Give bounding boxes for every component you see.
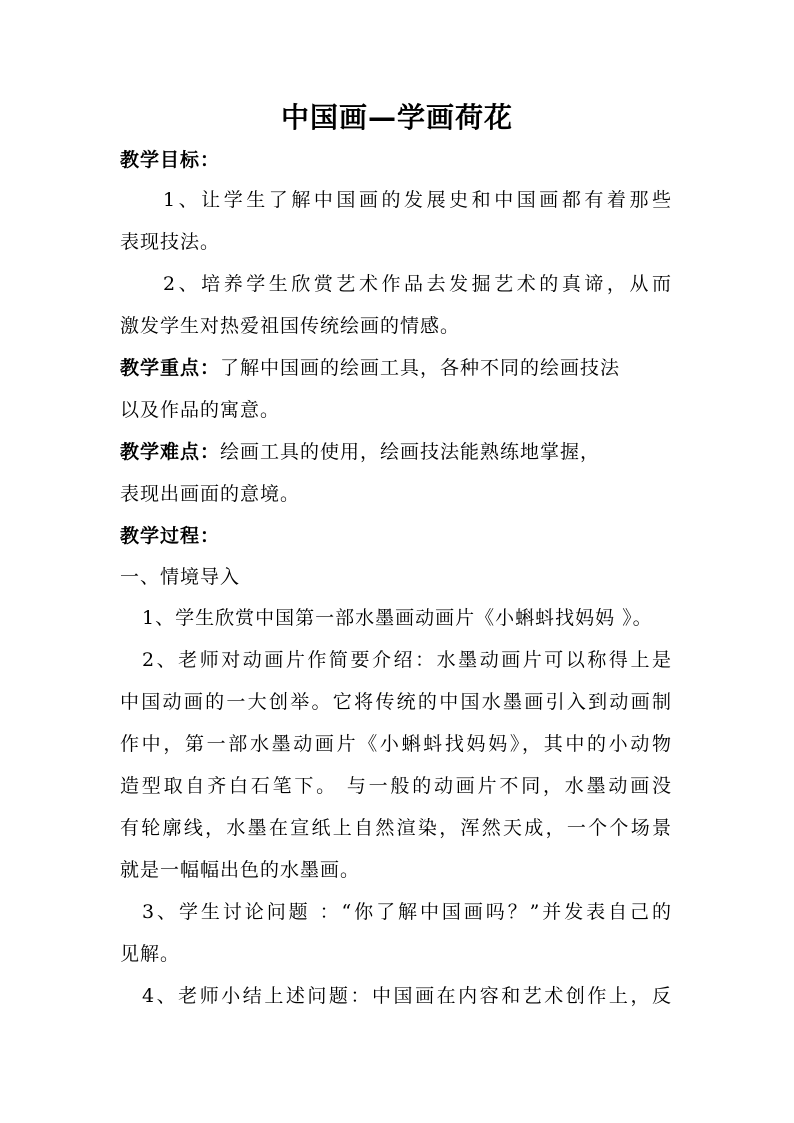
process-paragraph-1: 1、学生欣赏中国第一部水墨画动画片《小蝌蚪找妈妈 》。 [142,607,653,629]
objectives-heading: 教学目标： [120,149,221,171]
difficulties-line-2: 表现出画面的意境。 [120,483,301,505]
section-1-heading: 一、情境导入 [120,566,241,588]
difficulties-heading: 教学难点： [120,441,221,463]
process-paragraph-2-line-6: 就是一幅幅出色的水墨画。 [120,859,361,881]
process-paragraph-2-line-1: 2、老师对动画片作简要介绍：水墨动画片可以称得上是 [142,649,672,671]
objective-2-line-1: 2、培养学生欣赏艺术作品去发掘艺术的真谛，从而 [163,273,672,295]
process-paragraph-2-line-2: 中国动画的一大创举。它将传统的中国水墨画引入到动画制 [120,691,672,713]
process-paragraph-2-line-3: 作中，第一部水墨动画片《小蝌蚪找妈妈》，其中的小动物 [120,733,672,755]
process-heading: 教学过程： [120,525,221,547]
objective-1-line-2: 表现技法。 [120,231,221,253]
process-paragraph-2-line-4: 造型取自齐白石笔下。 与一般的动画片不同，水墨动画没 [120,775,672,797]
process-paragraph-3-line-1: 3、学生讨论问题 ：“你了解中国画吗？”并发表自己的 [142,901,672,923]
key-points-line-2: 以及作品的寓意。 [120,399,281,421]
process-paragraph-4-line-1: 4、老师小结上述问题：中国画在内容和艺术创作上，反 [142,985,672,1007]
objective-1-line-1: 1、让学生了解中国画的发展史和中国画都有着那些 [163,189,672,211]
difficulties-line-1 [120,437,600,467]
process-paragraph-2-line-5: 有轮廓线，水墨在宣纸上自然渲染，浑然天成，一个个场景 [120,817,672,839]
page-title: 中国画—学画荷花 [280,101,513,134]
objective-2-line-2: 激发学生对热爱祖国传统绘画的情感。 [120,315,461,337]
key-points-line-1 [120,353,672,383]
key-points-heading: 教学重点： [120,357,221,379]
difficulties-text: 绘画工具的使用，绘画技法能熟练地掌握， [220,441,601,463]
key-points-text: 了解中国画的绘画工具，各种不同的绘画技法 [220,357,621,379]
process-paragraph-3-line-2: 见解。 [120,943,181,965]
